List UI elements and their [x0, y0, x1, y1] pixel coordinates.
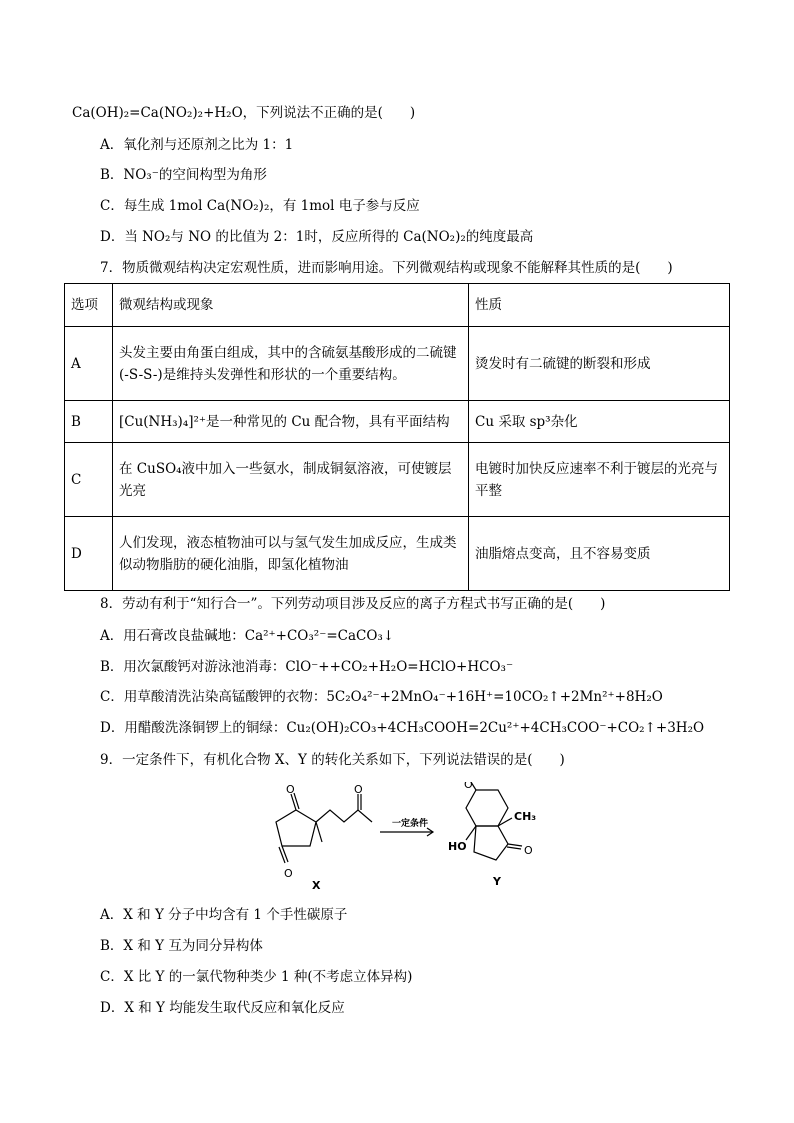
x-methyl [316, 822, 322, 842]
header-micro: 微观结构或现象 [113, 284, 469, 327]
q8-option-b: B．用次氯酸钙对游泳池消毒：ClO⁻++CO₂+H₂O=HClO+HCO₃⁻ [100, 659, 514, 675]
x-oxygen-bottom: O [284, 867, 293, 880]
q9-option-b: B．X 和 Y 互为同分异构体 [100, 938, 263, 954]
q7-table [64, 283, 730, 591]
y-label: Y [493, 875, 501, 888]
row-micro: 在 CuSO₄液中加入一些氨水，制成铜氨溶液，可使镀层光亮 [113, 443, 469, 517]
arrow-label: 一定条件 [392, 819, 429, 829]
table-row [65, 401, 730, 443]
table-header-row [65, 284, 730, 327]
y-ring-five [474, 826, 508, 860]
y-ring-six [466, 790, 508, 826]
q8-option-a: A．用石膏改良盐碱地：Ca²⁺+CO₃²⁻=CaCO₃↓ [100, 628, 395, 644]
row-property: 烫发时有二硫键的断裂和形成 [469, 327, 730, 401]
q9-option-c: C．X 比 Y 的一氯代物种类少 1 种(不考虑立体异构) [100, 969, 413, 985]
q9-stem: 9．一定条件下，有机化合物 X、Y 的转化关系如下，下列说法错误的是( ) [100, 752, 565, 768]
row-option: B [65, 401, 113, 443]
q8-stem: 8．劳动有利于“知行合一”。下列劳动项目涉及反应的离子方程式书写正确的是( ) [100, 596, 606, 612]
q6-option-a: A．氧化剂与还原剂之比为 1：1 [100, 137, 294, 153]
row-micro: 人们发现，液态植物油可以与氢气发生加成反应，生成类似动物脂肪的硬化油脂，即氢化植物油 [113, 517, 469, 591]
row-option: D [65, 517, 113, 591]
x-ring [276, 810, 316, 846]
q6-option-b: B．NO₃⁻的空间构型为角形 [100, 167, 267, 183]
x-carbonyl-bottom [282, 846, 288, 862]
q6-option-d: D．当 NO₂与 NO 的比值为 2：1时，反应所得的 Ca(NO₂)₂的纯度最高 [100, 229, 534, 245]
x-oxygen-top: O [286, 783, 295, 796]
q7-stem: 7．物质微观结构决定宏观性质，进而影响用途。下列微观结构或现象不能解释其性质的是( ) [100, 260, 673, 276]
table-row [65, 443, 730, 517]
x-side-chain [316, 810, 372, 822]
q8-option-c: C．用草酸清洗沾染高锰酸钾的衣物：5C₂O₄²⁻+2MnO₄⁻+16H⁺=10CO₂↑+2Mn²⁺+8H₂O [100, 689, 663, 705]
x-oxygen-chain: O [354, 783, 363, 796]
header-property: 性质 [469, 284, 730, 327]
q9-option-d: D．X 和 Y 均能发生取代反应和氧化反应 [100, 1000, 345, 1016]
table-row [65, 327, 730, 401]
q8-option-d: D．用醋酸洗涤铜锣上的铜绿：Cu₂(OH)₂CO₃+4CH₃COOH=2Cu²⁺+4CH₃COO⁻+CO₂↑+3H₂O [100, 720, 705, 736]
row-property: 电镀时加快反应速率不利于镀层的光亮与平整 [469, 443, 730, 517]
row-property: 油脂熔点变高，且不容易变质 [469, 517, 730, 591]
row-option: A [65, 327, 113, 401]
reaction-scheme [258, 782, 558, 892]
q6-lead-text: Ca(OH)₂=Ca(NO₂)₂+H₂O，下列说法不正确的是( ) [72, 105, 416, 121]
row-micro: [Cu(NH₃)₄]²⁺是一种常见的 Cu 配合物，具有平面结构 [113, 401, 469, 443]
x-label: X [312, 879, 321, 892]
y-ch3-label: CH₃ [514, 810, 537, 823]
q9-option-a: A．X 和 Y 分子中均含有 1 个手性碳原子 [100, 907, 348, 923]
y-ho-label: HO [448, 840, 467, 853]
y-oxygen-ring: O [524, 844, 533, 857]
row-property: Cu 采取 sp³杂化 [469, 401, 730, 443]
y-oxygen-top: O [464, 782, 473, 791]
row-option: C [65, 443, 113, 517]
q6-option-c: C．每生成 1mol Ca(NO₂)₂，有 1mol 电子参与反应 [100, 198, 420, 214]
header-option: 选项 [65, 284, 113, 327]
y-carbonyl [508, 844, 522, 846]
row-micro: 头发主要由角蛋白组成，其中的含硫氨基酸形成的二硫键(-S-S-)是维持头发弹性和形状的一个重要结构。 [113, 327, 469, 401]
table-row [65, 517, 730, 591]
reaction-scheme-svg [258, 782, 558, 892]
